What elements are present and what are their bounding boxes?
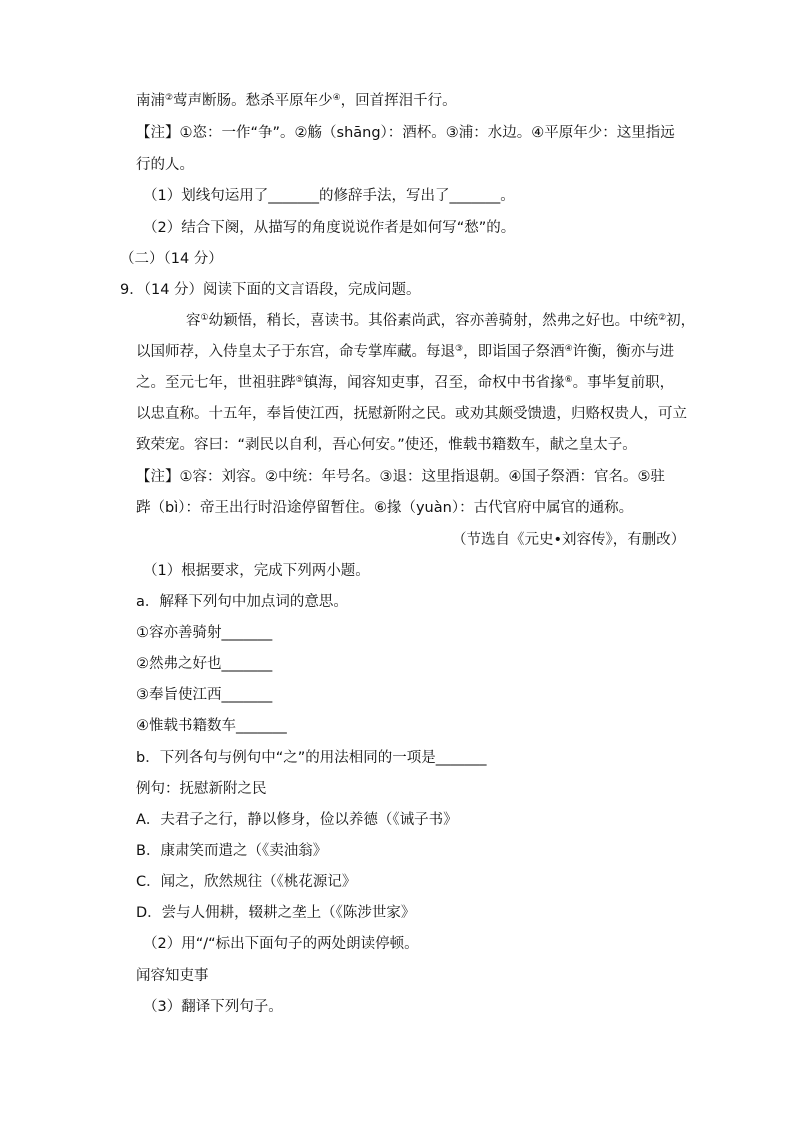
text-segment: （2）结合下阕，从描写的角度说说作者是如何写“愁”的。 — [143, 220, 516, 236]
text-line — [136, 467, 665, 487]
text-segment: 许衡，衡亦与进 — [572, 344, 675, 360]
footnote-marker: ④ — [564, 344, 573, 354]
text-line — [136, 841, 327, 861]
text-line — [136, 654, 272, 674]
text-segment: 跸（bì）：帝王出行时沿途停留暂住。⑥掾（yuàn）：古代官府中属官的通称。 — [136, 500, 634, 516]
text-segment: （2）用“/“标出下面句子的两处朗读停顿。 — [143, 936, 419, 952]
text-segment: （1）划线句运用了_______的修辞手法，写出了_______。 — [143, 188, 515, 204]
text-line — [143, 997, 283, 1017]
text-line — [120, 280, 421, 300]
text-line — [143, 218, 515, 238]
text-line — [136, 810, 458, 830]
text-segment: b．下列各句与例句中“之”的用法相同的一项是_______ — [136, 750, 487, 766]
text-line — [136, 404, 687, 424]
text-segment: ④惟载书籍数车_______ — [136, 718, 287, 734]
text-segment: 闻容知吏事 — [136, 968, 209, 984]
footnote-marker: ⑥ — [564, 375, 573, 385]
text-segment: 【注】①恣：一作“争”。②觞（shāng）：酒杯。③浦：水边。④平原年少：这里指远 — [136, 125, 675, 141]
text-line — [120, 249, 223, 269]
text-line — [136, 123, 675, 143]
text-line — [136, 903, 415, 923]
text-segment: ③奉旨使江西_______ — [136, 687, 273, 703]
text-segment: 南浦 — [136, 93, 165, 109]
text-segment: 9．（14 分）阅读下面的文言语段，完成问题。 — [120, 282, 421, 298]
footnote-marker: ② — [165, 93, 174, 103]
text-segment: 以忠直称。十五年，奉旨使江西，抚慰新附之民。或劝其颇受馈遗，归赂权贵人，可立 — [136, 406, 687, 422]
text-segment: 幼颖悟，稍长，喜读书。其俗素尚武，容亦善骑射，然弗之好也。中统 — [208, 313, 659, 329]
text-segment: （二）（14 分） — [120, 251, 223, 267]
text-line — [452, 530, 685, 550]
text-line — [136, 592, 348, 612]
text-segment: D．尝与人佣耕，辍耕之垄上（《陈涉世家》 — [136, 905, 416, 921]
text-segment: 。事毕复前职， — [572, 375, 675, 391]
text-line — [136, 435, 637, 455]
text-line — [136, 748, 486, 768]
footnote-marker: ② — [658, 313, 667, 323]
text-line — [136, 91, 457, 113]
text-segment: a．解释下列句中加点词的意思。 — [136, 594, 348, 610]
text-segment: 镇海，闻容知吏事，召至，命权中书省掾 — [303, 375, 565, 391]
text-line — [136, 155, 194, 175]
text-segment: 行的人。 — [136, 157, 194, 173]
text-line — [136, 342, 674, 364]
text-segment: 容 — [186, 313, 201, 329]
text-line — [136, 373, 674, 395]
text-segment: 例句：抚慰新附之民 — [136, 781, 267, 797]
text-segment: （1）根据要求，完成下列两小题。 — [143, 563, 370, 579]
text-segment: 初， — [666, 313, 696, 329]
text-segment: 之。至元七年，世祖驻跸 — [136, 375, 296, 391]
footnote-marker: ① — [200, 313, 209, 323]
text-segment: 致荣宠。容曰：“剥民以自利，吾心何安。”使还，惟载书籍数车，献之皇太子。 — [136, 437, 637, 453]
text-line — [143, 186, 515, 206]
text-line — [136, 779, 267, 799]
footnote-marker: ⑤ — [295, 375, 304, 385]
text-segment: B．康肃笑而遣之（《卖油翁》 — [136, 843, 328, 859]
text-line — [136, 966, 209, 986]
text-segment: A．夫君子之行，静以修身，俭以养德（《诫子书》 — [136, 812, 458, 828]
text-line — [143, 561, 370, 581]
text-line — [136, 498, 633, 518]
text-line — [136, 716, 287, 736]
footnote-marker: ③ — [455, 344, 464, 354]
footnote-marker: ④ — [332, 93, 341, 103]
text-segment: C．闻之，欣然规往（《桃花源记》 — [136, 874, 357, 890]
text-line — [136, 623, 272, 643]
text-segment: 莺声断肠。愁杀平原年少 — [173, 93, 333, 109]
text-segment: ，回首挥泪千行。 — [340, 93, 457, 109]
text-segment: ②然弗之好也_______ — [136, 656, 273, 672]
text-segment: ①容亦善骑射_______ — [136, 625, 273, 641]
text-segment: 【注】①容：刘容。②中统：年号名。③退：这里指退朝。④国子祭酒：官名。⑤驻 — [136, 469, 665, 485]
text-segment: （3）翻译下列句子。 — [143, 999, 283, 1015]
text-segment: 以国师荐，入侍皇太子于东宫，命专掌库藏。每退 — [136, 344, 455, 360]
text-segment: ，即诣国子祭酒 — [463, 344, 565, 360]
text-segment: （节选自《元史•刘容传》，有删改） — [452, 532, 686, 548]
text-line — [136, 685, 272, 705]
text-line — [143, 934, 419, 954]
text-line — [186, 311, 695, 333]
text-line — [136, 872, 356, 892]
